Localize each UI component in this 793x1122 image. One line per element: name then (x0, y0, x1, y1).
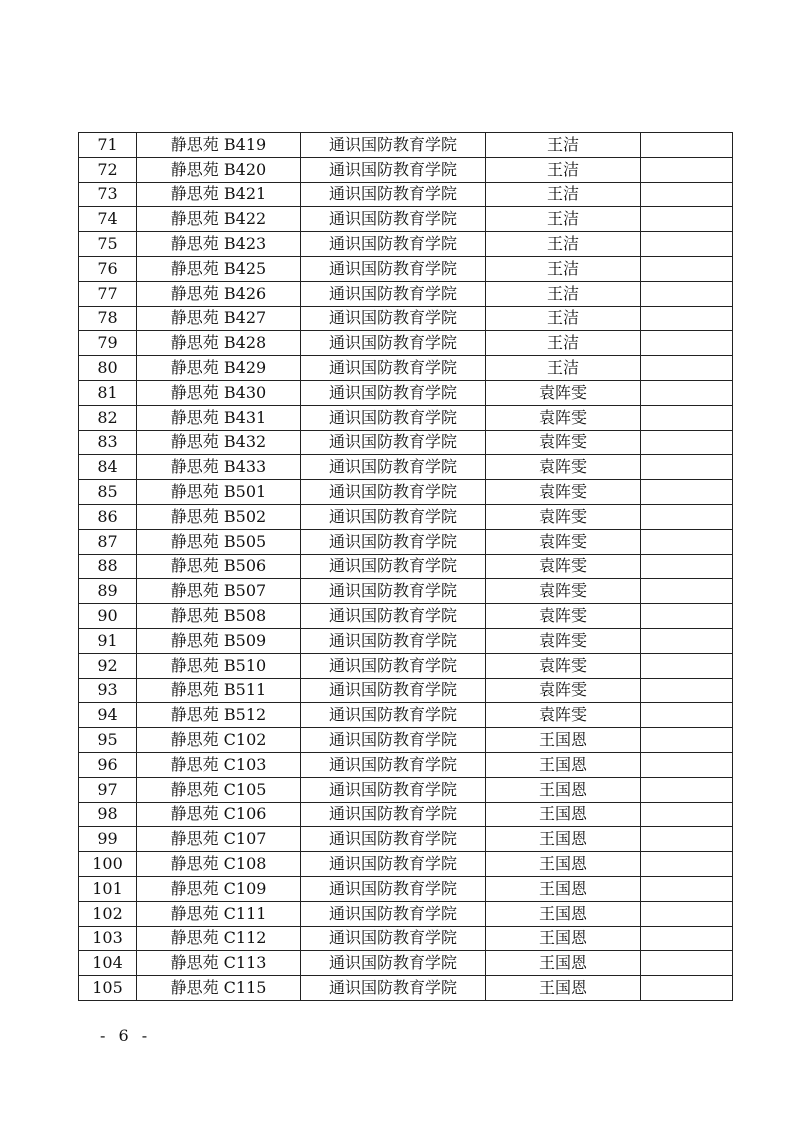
table-row (79, 802, 733, 827)
cell-room: 静思苑 B506 (137, 554, 301, 579)
cell-number: 75 (79, 232, 137, 257)
cell-person: 王国恩 (486, 852, 641, 877)
cell-number: 83 (79, 430, 137, 455)
table-row (79, 976, 733, 1001)
cell-room: 静思苑 B507 (137, 579, 301, 604)
cell-note (641, 480, 733, 505)
table-row (79, 157, 733, 182)
table-row (79, 876, 733, 901)
cell-note (641, 852, 733, 877)
cell-room: 静思苑 B422 (137, 207, 301, 232)
cell-college: 通识国防教育学院 (301, 480, 486, 505)
cell-person: 袁阵雯 (486, 504, 641, 529)
cell-room: 静思苑 C115 (137, 976, 301, 1001)
cell-note (641, 232, 733, 257)
table-row (79, 852, 733, 877)
table-row (79, 728, 733, 753)
cell-person: 袁阵雯 (486, 678, 641, 703)
table-row (79, 579, 733, 604)
page-number: - 6 - (100, 1026, 152, 1045)
cell-room: 静思苑 C113 (137, 951, 301, 976)
table-row (79, 455, 733, 480)
table-row (79, 951, 733, 976)
cell-number: 93 (79, 678, 137, 703)
cell-room: 静思苑 B420 (137, 157, 301, 182)
cell-note (641, 752, 733, 777)
cell-room: 静思苑 B419 (137, 133, 301, 158)
cell-note (641, 554, 733, 579)
cell-person: 袁阵雯 (486, 529, 641, 554)
cell-room: 静思苑 C109 (137, 876, 301, 901)
cell-room: 静思苑 B511 (137, 678, 301, 703)
cell-person: 王洁 (486, 207, 641, 232)
cell-number: 71 (79, 133, 137, 158)
cell-college: 通识国防教育学院 (301, 207, 486, 232)
cell-note (641, 728, 733, 753)
table-row (79, 901, 733, 926)
cell-number: 78 (79, 306, 137, 331)
cell-note (641, 926, 733, 951)
cell-room: 静思苑 C111 (137, 901, 301, 926)
cell-room: 静思苑 C102 (137, 728, 301, 753)
cell-person: 袁阵雯 (486, 653, 641, 678)
table-row (79, 777, 733, 802)
cell-room: 静思苑 B433 (137, 455, 301, 480)
cell-person: 王洁 (486, 157, 641, 182)
cell-college: 通识国防教育学院 (301, 976, 486, 1001)
cell-room: 静思苑 B508 (137, 604, 301, 629)
table-row (79, 232, 733, 257)
cell-person: 王国恩 (486, 901, 641, 926)
cell-college: 通识国防教育学院 (301, 430, 486, 455)
cell-college: 通识国防教育学院 (301, 752, 486, 777)
table-row (79, 405, 733, 430)
cell-college: 通识国防教育学院 (301, 901, 486, 926)
cell-college: 通识国防教育学院 (301, 777, 486, 802)
cell-person: 王洁 (486, 133, 641, 158)
cell-person: 王国恩 (486, 802, 641, 827)
table-row (79, 827, 733, 852)
cell-college: 通识国防教育学院 (301, 604, 486, 629)
cell-room: 静思苑 C103 (137, 752, 301, 777)
table-row (79, 480, 733, 505)
table-row (79, 133, 733, 158)
cell-person: 王洁 (486, 356, 641, 381)
cell-note (641, 207, 733, 232)
cell-person: 袁阵雯 (486, 703, 641, 728)
cell-room: 静思苑 B429 (137, 356, 301, 381)
cell-room: 静思苑 B421 (137, 182, 301, 207)
cell-note (641, 331, 733, 356)
cell-college: 通识国防教育学院 (301, 455, 486, 480)
cell-number: 103 (79, 926, 137, 951)
cell-note (641, 604, 733, 629)
cell-college: 通识国防教育学院 (301, 827, 486, 852)
table-row (79, 554, 733, 579)
cell-room: 静思苑 B425 (137, 256, 301, 281)
cell-college: 通识国防教育学院 (301, 256, 486, 281)
room-assignment-table (78, 132, 733, 1001)
cell-note (641, 356, 733, 381)
cell-number: 97 (79, 777, 137, 802)
table-row (79, 380, 733, 405)
table-row (79, 752, 733, 777)
table-row (79, 504, 733, 529)
cell-person: 袁阵雯 (486, 628, 641, 653)
table-row (79, 653, 733, 678)
cell-room: 静思苑 B512 (137, 703, 301, 728)
cell-college: 通识国防教育学院 (301, 529, 486, 554)
cell-note (641, 455, 733, 480)
cell-number: 82 (79, 405, 137, 430)
cell-person: 袁阵雯 (486, 430, 641, 455)
table-row (79, 628, 733, 653)
cell-number: 94 (79, 703, 137, 728)
table-row (79, 926, 733, 951)
cell-note (641, 133, 733, 158)
cell-room: 静思苑 C107 (137, 827, 301, 852)
cell-college: 通识国防教育学院 (301, 133, 486, 158)
cell-note (641, 529, 733, 554)
cell-number: 104 (79, 951, 137, 976)
cell-college: 通识国防教育学院 (301, 579, 486, 604)
cell-room: 静思苑 B501 (137, 480, 301, 505)
cell-person: 王国恩 (486, 876, 641, 901)
cell-college: 通识国防教育学院 (301, 728, 486, 753)
cell-note (641, 976, 733, 1001)
cell-number: 87 (79, 529, 137, 554)
cell-note (641, 628, 733, 653)
cell-number: 85 (79, 480, 137, 505)
cell-person: 袁阵雯 (486, 604, 641, 629)
cell-note (641, 579, 733, 604)
cell-person: 王洁 (486, 182, 641, 207)
cell-note (641, 380, 733, 405)
cell-college: 通识国防教育学院 (301, 331, 486, 356)
cell-college: 通识国防教育学院 (301, 380, 486, 405)
cell-room: 静思苑 B510 (137, 653, 301, 678)
cell-room: 静思苑 C106 (137, 802, 301, 827)
cell-note (641, 901, 733, 926)
cell-number: 81 (79, 380, 137, 405)
cell-person: 袁阵雯 (486, 554, 641, 579)
cell-number: 88 (79, 554, 137, 579)
cell-note (641, 951, 733, 976)
cell-note (641, 182, 733, 207)
cell-college: 通识国防教育学院 (301, 281, 486, 306)
cell-room: 静思苑 C108 (137, 852, 301, 877)
cell-college: 通识国防教育学院 (301, 703, 486, 728)
cell-person: 王洁 (486, 306, 641, 331)
cell-person: 王洁 (486, 256, 641, 281)
cell-college: 通识国防教育学院 (301, 876, 486, 901)
cell-person: 王洁 (486, 281, 641, 306)
cell-college: 通识国防教育学院 (301, 232, 486, 257)
table-row (79, 430, 733, 455)
cell-note (641, 777, 733, 802)
cell-college: 通识国防教育学院 (301, 852, 486, 877)
cell-room: 静思苑 B431 (137, 405, 301, 430)
cell-number: 101 (79, 876, 137, 901)
cell-person: 王国恩 (486, 752, 641, 777)
cell-number: 79 (79, 331, 137, 356)
cell-note (641, 802, 733, 827)
cell-note (641, 703, 733, 728)
cell-person: 王国恩 (486, 728, 641, 753)
cell-room: 静思苑 C105 (137, 777, 301, 802)
cell-note (641, 504, 733, 529)
cell-number: 86 (79, 504, 137, 529)
table-row (79, 356, 733, 381)
cell-note (641, 157, 733, 182)
cell-person: 王国恩 (486, 951, 641, 976)
cell-person: 王洁 (486, 232, 641, 257)
cell-room: 静思苑 B428 (137, 331, 301, 356)
table-row (79, 207, 733, 232)
cell-number: 102 (79, 901, 137, 926)
table-row (79, 604, 733, 629)
cell-number: 84 (79, 455, 137, 480)
table-row (79, 281, 733, 306)
cell-person: 袁阵雯 (486, 480, 641, 505)
cell-note (641, 405, 733, 430)
cell-number: 74 (79, 207, 137, 232)
cell-college: 通识国防教育学院 (301, 802, 486, 827)
cell-room: 静思苑 B427 (137, 306, 301, 331)
cell-room: 静思苑 B502 (137, 504, 301, 529)
cell-room: 静思苑 C112 (137, 926, 301, 951)
cell-number: 77 (79, 281, 137, 306)
cell-number: 98 (79, 802, 137, 827)
cell-college: 通识国防教育学院 (301, 926, 486, 951)
cell-note (641, 430, 733, 455)
cell-number: 96 (79, 752, 137, 777)
cell-note (641, 306, 733, 331)
cell-number: 99 (79, 827, 137, 852)
cell-college: 通识国防教育学院 (301, 356, 486, 381)
table-row (79, 331, 733, 356)
cell-person: 王国恩 (486, 777, 641, 802)
cell-person: 王洁 (486, 331, 641, 356)
cell-number: 100 (79, 852, 137, 877)
cell-number: 80 (79, 356, 137, 381)
cell-college: 通识国防教育学院 (301, 504, 486, 529)
table-row (79, 678, 733, 703)
cell-college: 通识国防教育学院 (301, 157, 486, 182)
cell-person: 王国恩 (486, 926, 641, 951)
cell-college: 通识国防教育学院 (301, 306, 486, 331)
cell-room: 静思苑 B509 (137, 628, 301, 653)
table-row (79, 182, 733, 207)
cell-number: 105 (79, 976, 137, 1001)
cell-room: 静思苑 B423 (137, 232, 301, 257)
cell-college: 通识国防教育学院 (301, 182, 486, 207)
cell-college: 通识国防教育学院 (301, 405, 486, 430)
cell-note (641, 653, 733, 678)
cell-note (641, 876, 733, 901)
cell-number: 72 (79, 157, 137, 182)
cell-number: 76 (79, 256, 137, 281)
cell-note (641, 256, 733, 281)
table-body (79, 133, 733, 1001)
cell-college: 通识国防教育学院 (301, 653, 486, 678)
cell-person: 王国恩 (486, 827, 641, 852)
cell-person: 袁阵雯 (486, 405, 641, 430)
cell-number: 73 (79, 182, 137, 207)
cell-college: 通识国防教育学院 (301, 628, 486, 653)
cell-room: 静思苑 B430 (137, 380, 301, 405)
cell-room: 静思苑 B426 (137, 281, 301, 306)
cell-college: 通识国防教育学院 (301, 678, 486, 703)
cell-number: 91 (79, 628, 137, 653)
cell-number: 92 (79, 653, 137, 678)
cell-college: 通识国防教育学院 (301, 951, 486, 976)
cell-number: 95 (79, 728, 137, 753)
cell-college: 通识国防教育学院 (301, 554, 486, 579)
cell-person: 王国恩 (486, 976, 641, 1001)
cell-person: 袁阵雯 (486, 579, 641, 604)
cell-number: 90 (79, 604, 137, 629)
table-row (79, 256, 733, 281)
cell-number: 89 (79, 579, 137, 604)
cell-note (641, 827, 733, 852)
table-row (79, 703, 733, 728)
cell-note (641, 678, 733, 703)
cell-room: 静思苑 B505 (137, 529, 301, 554)
table-row (79, 529, 733, 554)
table-row (79, 306, 733, 331)
cell-person: 袁阵雯 (486, 455, 641, 480)
cell-note (641, 281, 733, 306)
cell-person: 袁阵雯 (486, 380, 641, 405)
cell-room: 静思苑 B432 (137, 430, 301, 455)
